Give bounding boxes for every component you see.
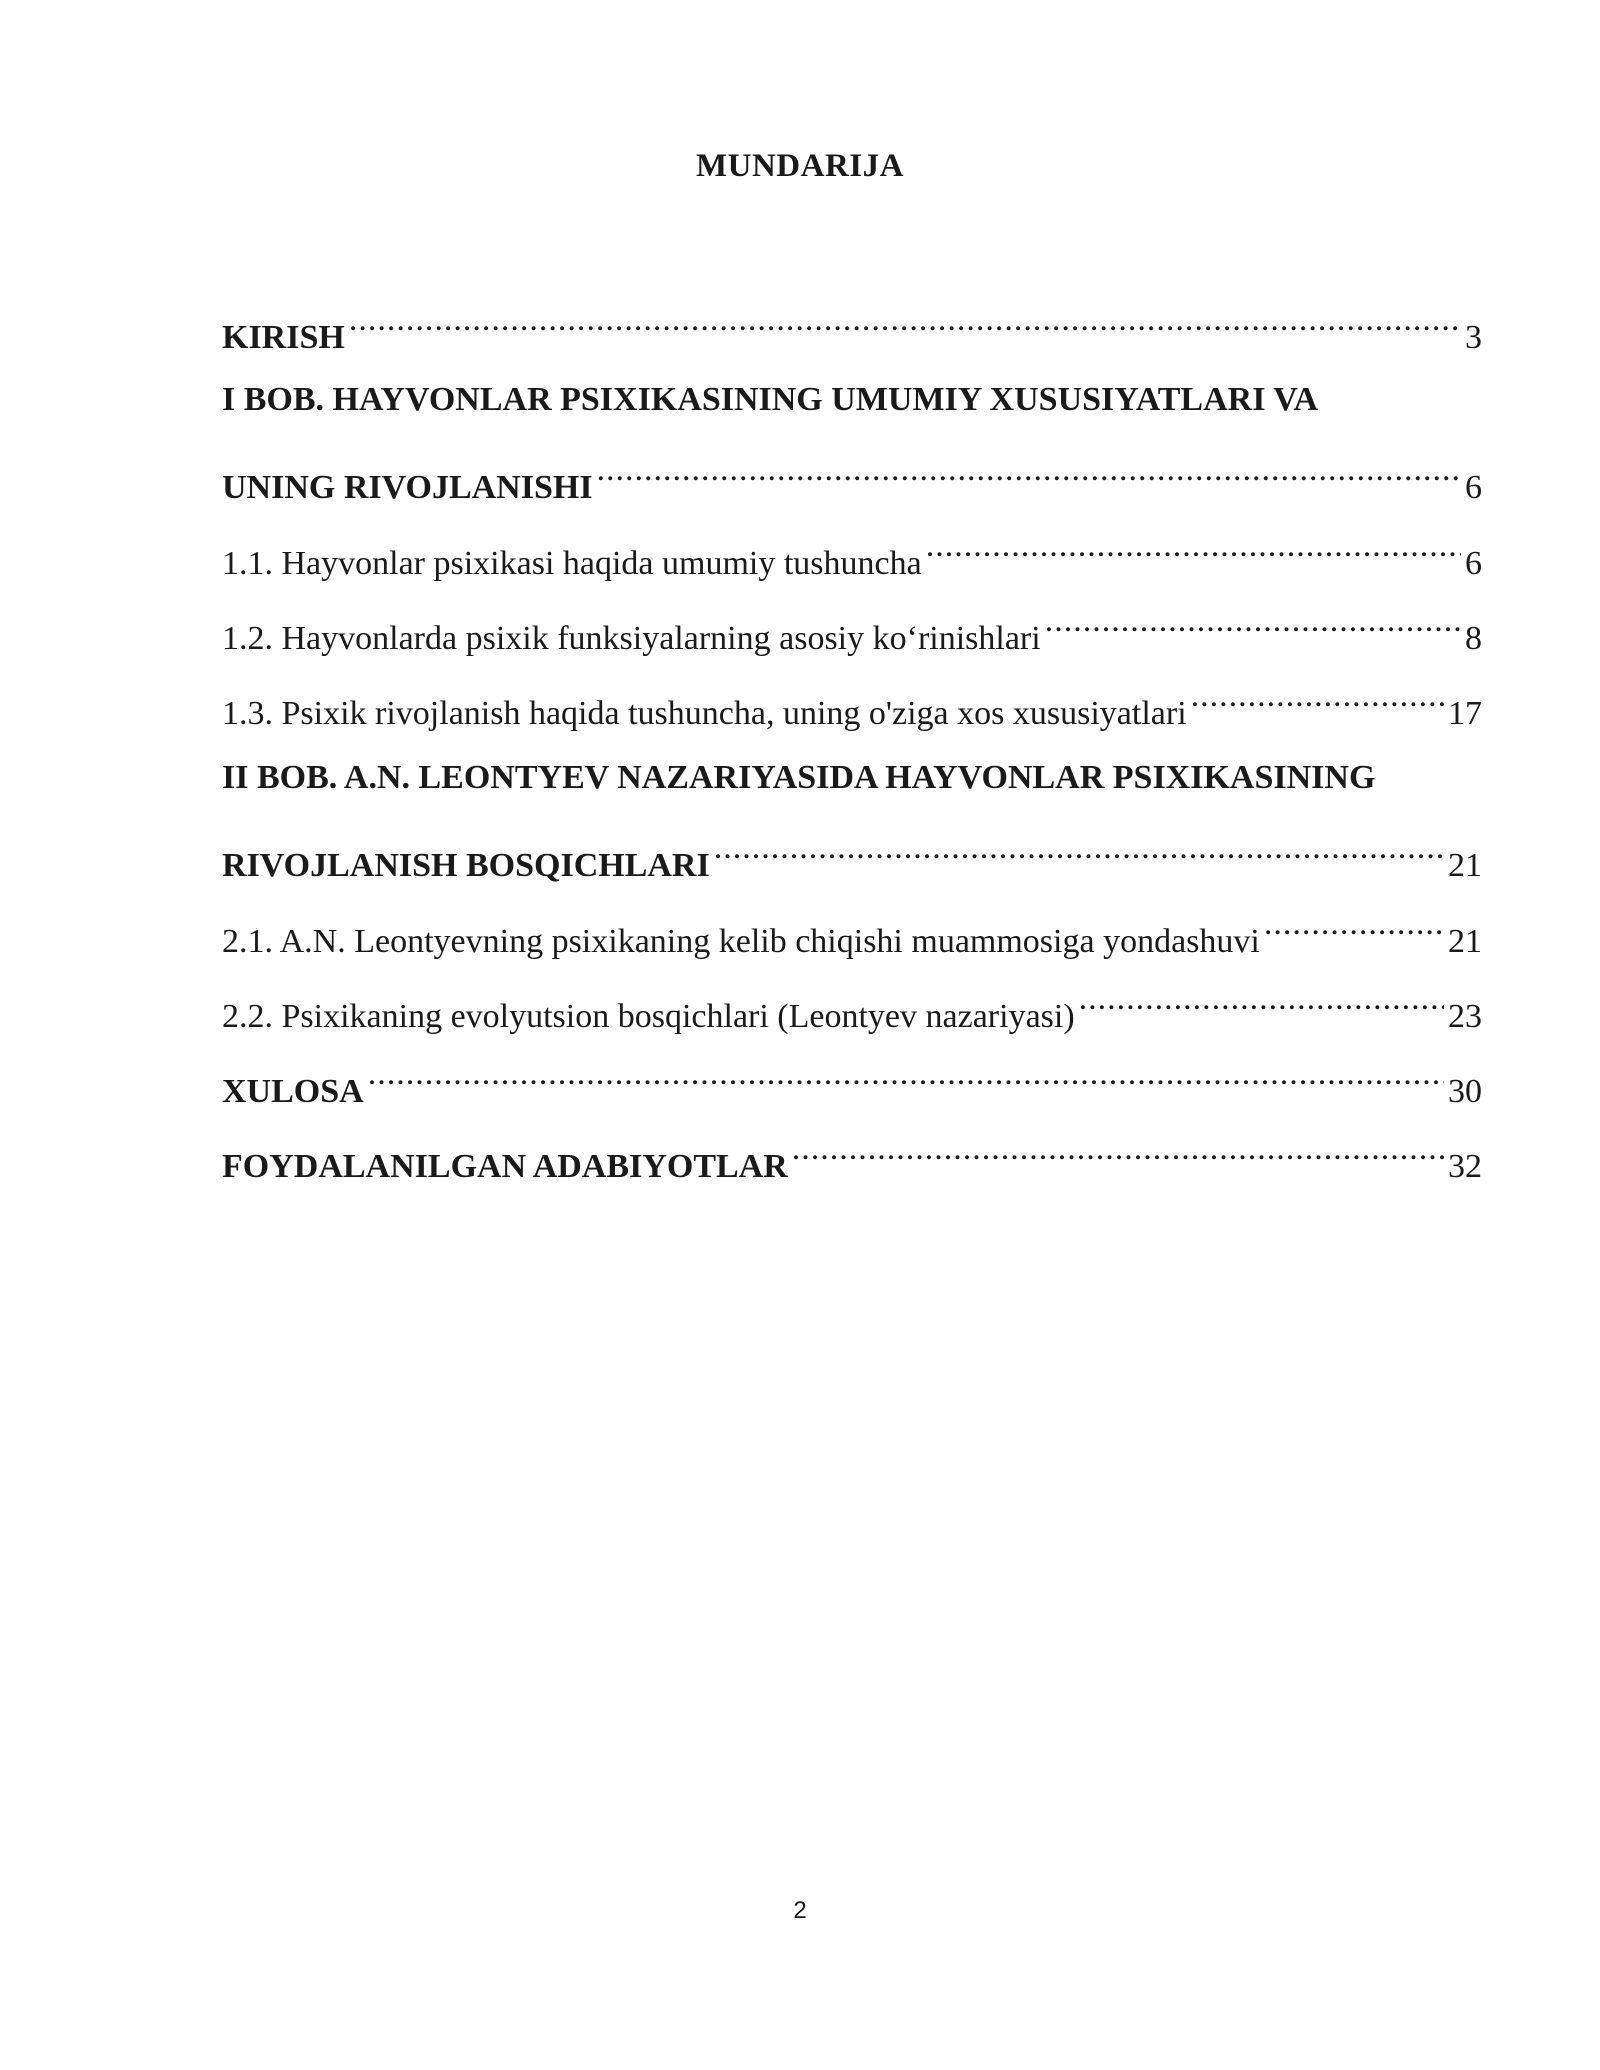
toc-entry-adabiyotlar[interactable] — [222, 1133, 1482, 1185]
toc-entry-label: 1.2. Hayvonlarda psixik funksiyalarning asosiy ko‘rinishlari — [222, 620, 1041, 657]
toc-entry-label: FOYDALANILGAN ADABIYOTLAR — [222, 1148, 788, 1185]
dot-leader — [792, 1133, 1444, 1177]
toc-entry-page: 17 — [1448, 695, 1482, 732]
dot-leader — [1045, 605, 1461, 649]
toc-entry-kirish[interactable] — [222, 304, 1482, 356]
toc-entry-chapter-2[interactable] — [222, 756, 1482, 884]
page-number: 2 — [793, 1897, 807, 1924]
toc-entry-label: 1.3. Psixik rivojlanish haqida tushuncha, uning o'ziga xos xususiyatlari — [222, 695, 1187, 732]
toc-entry-section-2-2[interactable] — [222, 983, 1482, 1035]
toc-entry-label-line-1: I BOB. HAYVONLAR PSIXIKASINING UMUMIY XUSUSIYATLARI VA — [222, 381, 1319, 418]
dot-leader — [597, 454, 1461, 498]
toc-entry-section-1-3[interactable] — [222, 680, 1482, 732]
toc-entry-xulosa[interactable] — [222, 1058, 1482, 1110]
toc-entry-page: 3 — [1465, 319, 1482, 356]
dot-leader — [1264, 908, 1444, 952]
toc-entry-label-line-2: RIVOJLANISH BOSQICHLARI — [222, 847, 710, 884]
toc-entry-label: 2.2. Psixikaning evolyutsion bosqichlari (Leontyev nazariyasi) — [222, 998, 1075, 1035]
toc-entry-page: 21 — [1448, 923, 1482, 960]
dot-leader — [349, 304, 1461, 348]
dot-leader — [714, 832, 1444, 876]
toc-entry-label: 2.1. A.N. Leontyevning psixikaning kelib chiqishi muammosiga yondashuvi — [222, 923, 1260, 960]
dot-leader — [1191, 680, 1444, 724]
toc-entry-page: 30 — [1448, 1073, 1482, 1110]
toc-entry-section-2-1[interactable] — [222, 908, 1482, 960]
page-title: MUNDARIJA — [696, 148, 904, 184]
toc-entry-label: KIRISH — [222, 319, 345, 356]
toc-entry-label: 1.1. Hayvonlar psixikasi haqida umumiy tushuncha — [222, 545, 922, 582]
toc-entry-page: 21 — [1448, 847, 1482, 884]
toc-entry-chapter-1[interactable] — [222, 378, 1482, 506]
toc-entry-label-line-2: UNING RIVOJLANISHI — [222, 469, 593, 506]
toc-entry-page: 23 — [1448, 998, 1482, 1035]
toc-entry-section-1-1[interactable] — [222, 530, 1482, 582]
toc-entry-page: 32 — [1448, 1148, 1482, 1185]
toc-entry-page: 6 — [1465, 469, 1482, 506]
toc-entry-section-1-2[interactable] — [222, 605, 1482, 657]
toc-entry-page: 6 — [1465, 545, 1482, 582]
toc-entry-label-line-1: II BOB. A.N. LEONTYEV NAZARIYASIDA HAYVONLAR PSIXIKASINING — [222, 759, 1376, 796]
toc-entry-page: 8 — [1465, 620, 1482, 657]
dot-leader — [1079, 983, 1444, 1027]
toc-entry-label: XULOSA — [222, 1073, 364, 1110]
dot-leader — [926, 530, 1461, 574]
dot-leader — [368, 1058, 1444, 1102]
